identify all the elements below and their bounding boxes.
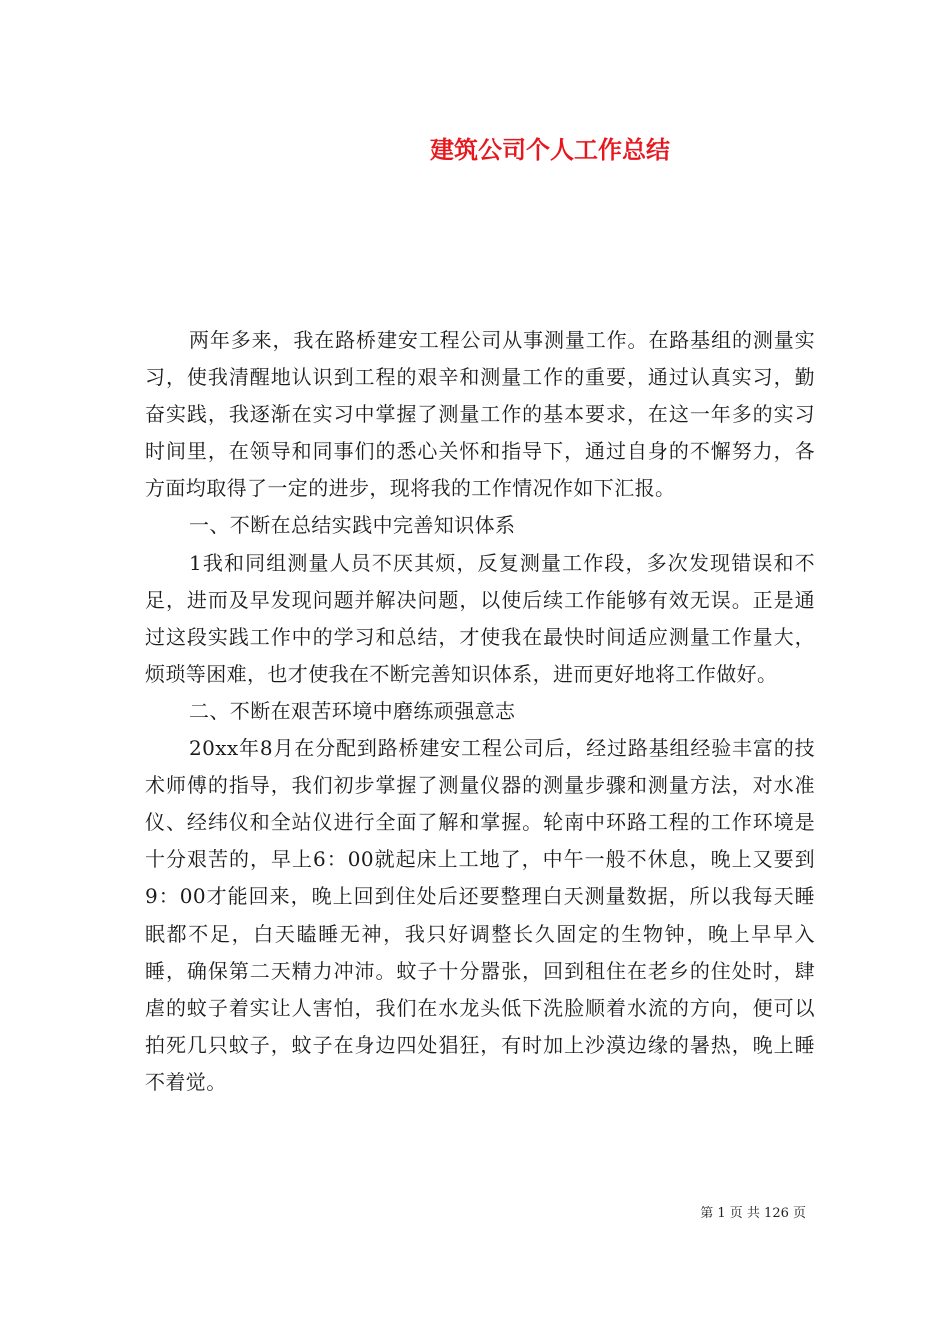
document-title: 建筑公司个人工作总结 bbox=[430, 136, 670, 164]
section-heading-1: 一、不断在总结实践中完善知识体系 bbox=[189, 513, 516, 538]
paragraph-section-2: 20xx年8月在分配到路桥建安工程公司后，经过路基组经验丰富的技术师傅的指导，我们初步掌握了测量仪器的测量步骤和测量方法，对水准仪、经纬仪和全站仪进行全面了解和掌握。轮南中环路工程的工作环境是十分艰苦的，早上6：00就起床上工地了，中午一般不休息，晚上又要到9：00才能回来，晚上回到住处后还要整理白天测量数据，所以我每天睡眠都不足，白天瞌睡无神，我只好调整长久固定的生物钟，晚上早早入睡，确保第二天精力冲沛。蚊子十分嚣张，回到租住在老乡的住处时，肆虐的蚊子着实让人害怕，我们在水龙头低下洗脸顺着水流的方向，便可以拍死几只蚊子，蚊子在身边四处猖狂，有时加上沙漠边缘的暑热，晚上睡不着觉。 bbox=[145, 736, 815, 1094]
page-number: 第 1 页 共 126 页 bbox=[700, 1206, 806, 1221]
paragraph-section-1: 1我和同组测量人员不厌其烦，反复测量工作段，多次发现错误和不足，进而及早发现问题并解决问题，以使后续工作能够有效无误。正是通过这段实践工作中的学习和总结，才使我在最快时间适应测量工作量大，烦琐等困难，也才使我在不断完善知识体系，进而更好地将工作做好。 bbox=[145, 550, 815, 686]
paragraph-intro: 两年多来，我在路桥建安工程公司从事测量工作。在路基组的测量实习，使我清醒地认识到工程的艰辛和测量工作的重要，通过认真实习，勤奋实践，我逐渐在实习中掌握了测量工作的基本要求，在这一年多的实习时间里，在领导和同事们的悉心关怀和指导下，通过自身的不懈努力，各方面均取得了一定的进步，现将我的工作情况作如下汇报。 bbox=[145, 328, 815, 501]
section-heading-2: 二、不断在艰苦环境中磨练顽强意志 bbox=[189, 698, 516, 723]
document-body bbox=[145, 322, 815, 1101]
